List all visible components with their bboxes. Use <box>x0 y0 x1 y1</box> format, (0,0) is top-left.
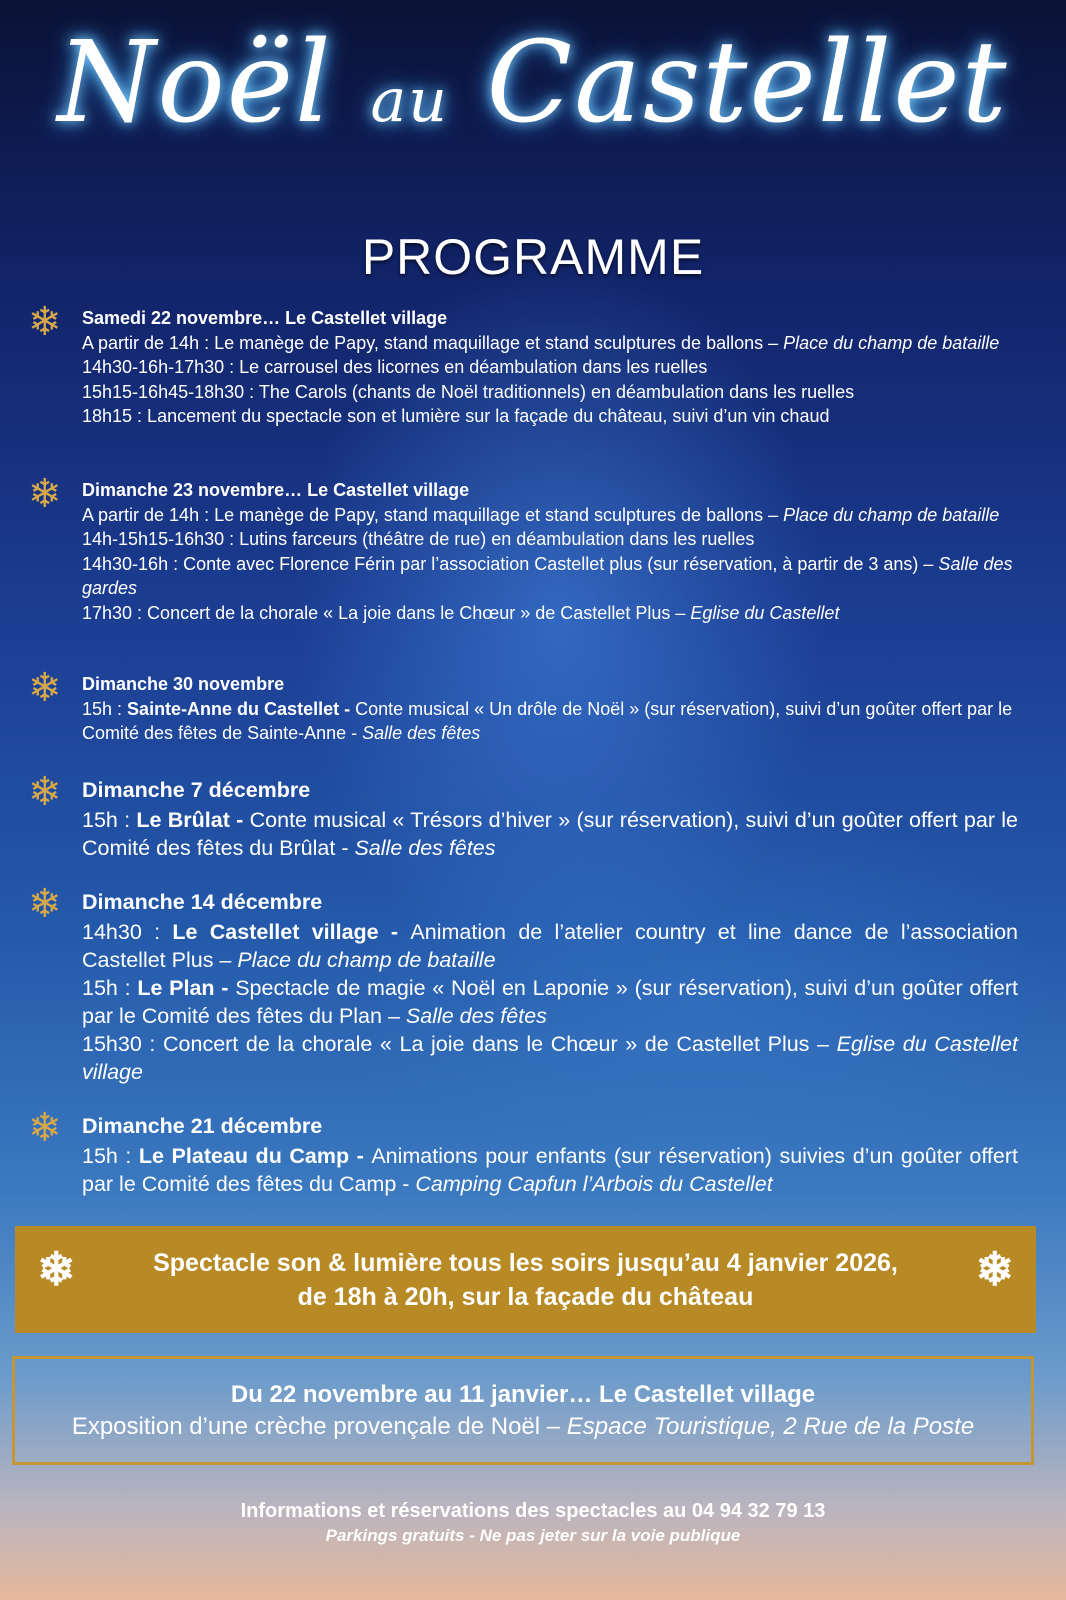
event-text: 15h30 : Concert de la chorale « La joie dans le Chœur » de Castellet Plus – <box>82 1032 837 1056</box>
banner-line-2: de 18h à 20h, sur la façade du château <box>297 1282 754 1311</box>
event-place: Salle des fêtes <box>354 836 496 860</box>
event-line <box>82 404 1018 429</box>
event-place: Place du champ de bataille <box>237 948 496 972</box>
event-line <box>82 806 1018 862</box>
title-castellet: Castellet <box>486 18 1009 148</box>
event-line <box>82 527 1018 552</box>
event-text: 15h : <box>82 1144 139 1168</box>
snowflake-icon: ❄ <box>28 300 62 344</box>
event-place: Eglise du Castellet <box>690 602 840 623</box>
snowflake-icon: ❄ <box>28 666 62 710</box>
exhibit-heading: Du 22 novembre au 11 janvier… Le Castellet village <box>230 1380 816 1408</box>
title-noel: Noël <box>57 18 333 148</box>
exhibit-description: Exposition d’une crèche provençale de Noël – <box>71 1412 567 1440</box>
day-heading: Dimanche 30 novembre <box>82 674 285 694</box>
event-place: Salle des fêtes <box>362 723 481 743</box>
day-heading: Dimanche 14 décembre <box>82 890 323 914</box>
snowflake-icon: ❄ <box>28 770 62 814</box>
exhibit-box <box>12 1356 1034 1465</box>
event-place: Eglise du Castellet village <box>82 1032 1018 1084</box>
event-location: Le Castellet village - <box>172 920 411 944</box>
event-text: 14h30-16h-17h30 : Le carrousel des licornes en déambulation dans les ruelles <box>82 357 708 377</box>
light-show-banner <box>15 1226 1036 1333</box>
event-place: – Salle des gardes <box>82 553 1013 598</box>
programme-day <box>28 472 1018 625</box>
event-text: Conte musical « Trésors d’hiver » (sur réservation), suivi d’un goûter offert par le Comité des fêtes du Brûlat - <box>82 808 1018 860</box>
event-text: 18h15 : Lancement du spectacle son et lumière sur la façade du château, suivi d’un vin chaud <box>82 406 830 426</box>
day-heading: Dimanche 23 novembre… Le Castellet village <box>82 480 470 500</box>
title-au: au <box>370 66 449 136</box>
event-location: Le Plateau du Camp - <box>138 1144 372 1168</box>
event-line <box>82 1030 1018 1086</box>
day-heading: Samedi 22 novembre… Le Castellet village <box>82 308 448 328</box>
event-text: 14h-15h15-16h30 : Lutins farceurs (théâtre de rue) en déambulation dans les ruelles <box>82 529 755 549</box>
event-text: 15h : <box>82 808 137 832</box>
event-place: Place du champ de bataille <box>783 504 1000 525</box>
event-place: Place du champ de bataille <box>783 332 1000 353</box>
event-line <box>82 974 1018 1030</box>
event-text: 14h30 : <box>82 920 173 944</box>
event-text: 15h : <box>82 976 138 1000</box>
day-heading: Dimanche 21 décembre <box>82 1114 323 1138</box>
event-place: Salle des fêtes <box>405 1004 547 1028</box>
event-line <box>82 601 1018 626</box>
event-text: 15h : <box>82 698 128 719</box>
snowflake-icon: ❄ <box>28 882 62 926</box>
event-location: Sainte-Anne du Castellet - <box>127 698 356 719</box>
event-text: Conte musical « Un drôle de Noël » (sur réservation), suivi d’un goûter offert par le Comité des fêtes de Sainte-Anne - <box>82 698 1013 743</box>
snowflake-icon: ❄ <box>975 1243 1014 1295</box>
event-line <box>82 331 1018 356</box>
programme-heading: PROGRAMME <box>361 229 705 285</box>
programme-day <box>28 770 1018 862</box>
programme-day <box>28 300 1018 429</box>
event-place: Camping Capfun l’Arbois du Castellet <box>415 1172 773 1196</box>
exhibit-text <box>72 1411 974 1443</box>
event-line <box>82 355 1018 380</box>
event-location: Le Plan - <box>137 976 236 1000</box>
event-text: 15h15-16h45-18h30 : The Carols (chants de Noël traditionnels) en déambulation dans les ruelles <box>82 381 855 402</box>
event-text: Animations pour enfants (sur réservation) suivies d’un goûter offert par le Comité des fêtes du Camp - <box>82 1144 1018 1196</box>
day-heading: Dimanche 7 décembre <box>82 778 311 802</box>
event-text: 14h30-16h : Conte avec Florence Férin par l’association Castellet plus (sur réservation, à partir de 3 ans) <box>82 553 924 574</box>
event-location: Le Brûlat - <box>136 808 250 832</box>
event-line <box>82 380 1018 405</box>
programme-day <box>28 666 1018 746</box>
banner-line-1: Spectacle son & lumière tous les soirs jusqu’au 4 janvier 2026, <box>153 1248 898 1277</box>
event-text: A partir de 14h : Le manège de Papy, stand maquillage et stand sculptures de ballons – <box>82 504 784 525</box>
footer <box>0 1498 1066 1548</box>
snowflake-icon: ❄ <box>37 1243 76 1295</box>
exhibit-place: Espace Touristique, 2 Rue de la Poste <box>566 1412 975 1440</box>
footer-info: Informations et réservations des spectacles au 04 94 32 79 13 <box>240 1500 826 1522</box>
footer-note: Parkings gratuits - Ne pas jeter sur la voie publique <box>325 1526 741 1545</box>
event-line <box>82 918 1018 974</box>
event-line <box>82 503 1018 528</box>
event-line <box>82 697 1018 746</box>
snowflake-icon: ❄ <box>28 1106 62 1150</box>
snowflake-icon: ❄ <box>28 472 62 516</box>
event-text: A partir de 14h : Le manège de Papy, stand maquillage et stand sculptures de ballons – <box>82 332 784 353</box>
programme-day <box>28 1106 1018 1198</box>
event-text: 17h30 : Concert de la chorale « La joie dans le Chœur » de Castellet Plus – <box>82 602 691 623</box>
event-line <box>82 552 1018 601</box>
event-text: Animation de l’atelier country et line dance de l’association Castellet Plus – <box>82 920 1018 972</box>
event-line <box>82 1142 1018 1198</box>
poster-title <box>0 18 1066 148</box>
event-text: Spectacle de magie « Noël en Laponie » (sur réservation), suivi d’un goûter offert par le Comité des fêtes du Plan – <box>82 976 1019 1028</box>
programme-day <box>28 882 1019 1086</box>
